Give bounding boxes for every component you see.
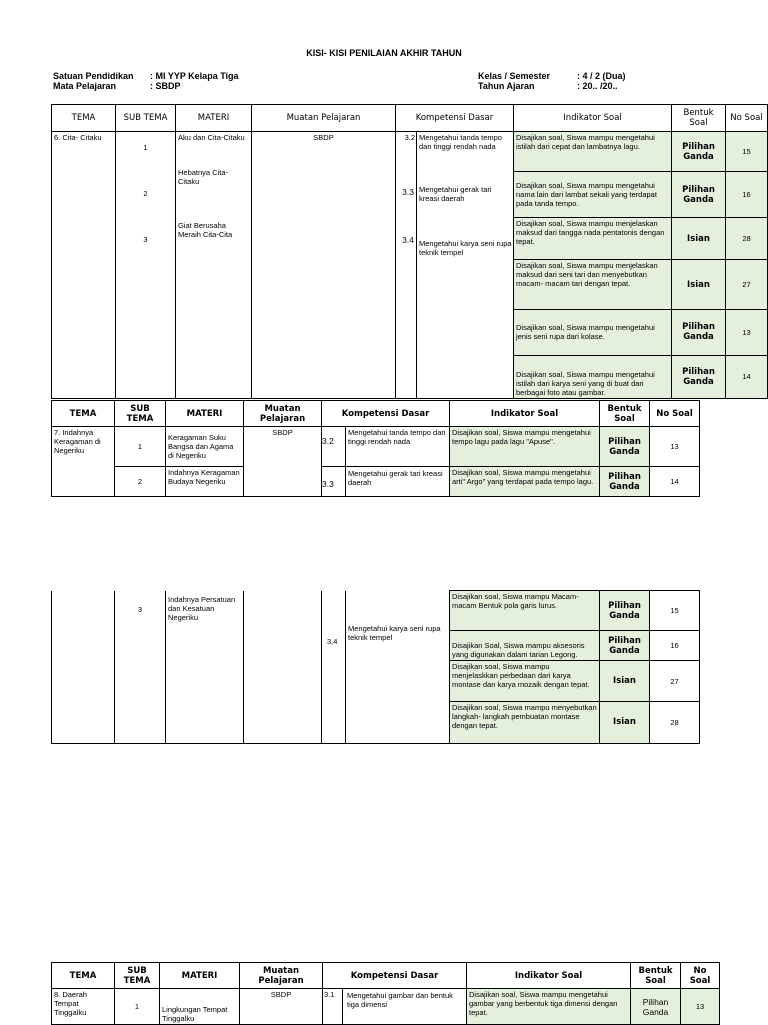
header-subtema: SUB TEMA <box>116 105 176 132</box>
header-kd: Kompetensi Dasar <box>322 401 450 427</box>
header-no: No Soal <box>650 401 700 427</box>
subtema-number: 3 <box>115 591 166 744</box>
header-kd: Kompetensi Dasar <box>396 105 514 132</box>
bentuk-cell: Pilihan Ganda <box>672 355 726 398</box>
no-cell: 28 <box>726 218 768 260</box>
tahun-value: : 20.. /20.. <box>577 81 618 91</box>
header-subtema: SUB TEMA <box>115 401 166 427</box>
mapel-label: Mata Pelajaran <box>53 81 117 91</box>
header-materi: MATERI <box>166 401 244 427</box>
satuan-value: : MI YYP Kelapa Tiga <box>150 71 239 81</box>
header-tema: TEMA <box>52 963 115 989</box>
indikator-cell: Disajikan soal, Siswa mampu Macam-macam Bentuk pola garis lurus. <box>450 591 600 631</box>
kisi-table-tema-8 <box>51 962 720 1025</box>
muatan-cell: SBDP <box>244 427 322 497</box>
header-no: No Soal <box>726 105 768 132</box>
header-indikator: Indikator Soal <box>467 963 631 989</box>
materi-text: Lingkungan Tempat Tinggalku <box>160 989 240 1025</box>
kd-code: 3.2 <box>322 436 334 446</box>
tema-cell <box>52 591 115 744</box>
bentuk-cell: Pilihan Ganda <box>600 467 650 497</box>
materi-text: Aku dan Cita-Citaku <box>178 133 245 142</box>
indikator-cell: Disajikan soal, Siswa mampu menjelaskan maksud dari seni tari dan menyebutkan macam- macam tari dengan tepat. <box>514 260 672 309</box>
bentuk-cell: Pilihan Ganda <box>631 989 681 1025</box>
header-bentuk: Bentuk Soal <box>631 963 681 989</box>
kd-cell <box>322 591 450 744</box>
header-subtema: SUB TEMA <box>115 963 160 989</box>
muatan-cell: SBDP <box>252 132 396 399</box>
kd-text: Mengetahui karya seni rupa teknik tempel <box>348 623 441 642</box>
satuan-label: Satuan Pendidikan <box>53 71 134 81</box>
no-cell: 13 <box>726 309 768 355</box>
no-cell: 28 <box>650 702 700 743</box>
muatan-cell <box>244 591 322 744</box>
indikator-cell: Disajikan soal, Siswa mampu mengetahui tempo lagu pada lagu "Apuse". <box>450 427 600 467</box>
subtema-number: 2 <box>143 189 148 198</box>
header-tema: TEMA <box>52 401 115 427</box>
bentuk-cell: Pilihan Ganda <box>672 132 726 172</box>
kd-code: 3.4 <box>402 235 414 245</box>
bentuk-cell: Isian <box>672 260 726 309</box>
tema-cell: 8. Daerah Tempat Tinggalku <box>52 989 115 1025</box>
no-cell: 27 <box>650 661 700 702</box>
header-bentuk: Bentuk Soal <box>600 401 650 427</box>
kd-text: Mengetahui karya seni rupa teknik tempel <box>419 239 512 257</box>
no-cell: 15 <box>650 591 700 631</box>
kd-cell <box>322 427 450 467</box>
indikator-cell: Disajikan soal, Siswa mampu mengetahui gambar yang berbentuk tiga dimensi dengan tepat. <box>467 989 631 1025</box>
bentuk-cell: Isian <box>600 702 650 743</box>
subtema-number: 1 <box>143 143 148 152</box>
kd-code: 3.1 <box>324 990 335 999</box>
no-cell: 16 <box>726 172 768 218</box>
kd-code: 3.3 <box>402 187 414 197</box>
no-cell: 13 <box>650 427 700 467</box>
subtema-number: 2 <box>115 467 166 497</box>
materi-text: Hebatnya Cita-Citaku <box>178 168 229 186</box>
kd-code: 3.3 <box>322 479 334 489</box>
kd-cell <box>396 132 514 399</box>
bentuk-cell: Pilihan Ganda <box>600 427 650 467</box>
indikator-cell: Disajikan soal, Siswa mampu mengetahui istilah dari cepat dan lambatnya lagu. <box>514 132 672 172</box>
header-no: No Soal <box>681 963 720 989</box>
no-cell: 27 <box>726 260 768 309</box>
header-bentuk: Bentuk Soal <box>672 105 726 132</box>
kd-text: Mengetahui gambar dan bentuk tiga dimensi <box>347 991 453 1009</box>
mapel-value: : SBDP <box>150 81 181 91</box>
bentuk-cell: Pilihan Ganda <box>600 591 650 631</box>
header-muatan: Muatan Pelajaran <box>252 105 396 132</box>
materi-text: Indahnya Persatuan dan Kesatuan Negeriku <box>166 591 244 744</box>
kd-text: Mengetahui gerak tari kreasi daerah <box>419 185 492 203</box>
subtema-number: 1 <box>115 989 160 1025</box>
indikator-cell: Disajikan soal, Siswa mampu mengetahui jenis seni rupa dari kolase. <box>514 309 672 355</box>
materi-cell <box>176 132 252 399</box>
header-indikator: Indikator Soal <box>450 401 600 427</box>
indikator-cell: Disajikan soal, Siswa mampu menjelaskan maksud dari tangga nada pentatonis dengan tepat. <box>514 218 672 260</box>
kd-code: 3,4 <box>327 636 338 646</box>
subtema-number: 1 <box>115 427 166 467</box>
kelas-value: : 4 / 2 (Dua) <box>577 71 626 81</box>
indikator-cell: Disajikan Soal, Siswa mampu aksesoris yang digunakan dalam tarian Legong. <box>450 631 600 661</box>
kisi-table-tema-7 <box>51 400 700 497</box>
kd-code: 3.2 <box>404 133 415 142</box>
bentuk-cell: Isian <box>600 661 650 702</box>
kd-cell <box>323 989 467 1025</box>
subtema-number: 3 <box>143 235 148 244</box>
kd-text: Mengetahui tanda tempo dan tinggi rendah nada <box>348 428 446 446</box>
kd-cell <box>322 467 450 497</box>
tema-cell: 6. Cita- Citaku <box>52 132 116 399</box>
bentuk-cell: Pilihan Ganda <box>672 309 726 355</box>
header-muatan: Muatan Pelajaran <box>240 963 323 989</box>
indikator-cell: Disajikan soal, Siswa mampu menjelaskkan perbedaan dari karya montase dan karya mozaik dengan tepat. <box>450 661 600 702</box>
muatan-cell: SBDP <box>240 989 323 1025</box>
bentuk-cell: Isian <box>672 218 726 260</box>
no-cell: 13 <box>681 989 720 1025</box>
page-title: KISI- KISI PENILAIAN AKHIR TAHUN <box>306 48 462 58</box>
indikator-cell: Disajikan soal, Siswa mampu menyebutkan langkah- langkah pembuatan montase dengan tepat. <box>450 702 600 743</box>
kd-text: Mengetahui gerak tari kreasi daerah <box>348 469 443 487</box>
no-cell: 14 <box>726 355 768 398</box>
kisi-table-tema-7-continued <box>51 590 700 744</box>
tahun-label: Tahun Ajaran <box>478 81 535 91</box>
bentuk-cell: Pilihan Ganda <box>600 631 650 661</box>
kd-text: Mengetahui tanda tempo dan tinggi rendah nada <box>419 133 502 151</box>
materi-text: Keragaman Suku Bangsa dan Agama di Negeriku <box>166 427 244 467</box>
materi-text: Indahnya Keragaman Budaya Negeriku <box>166 467 244 497</box>
bentuk-cell: Pilihan Ganda <box>672 172 726 218</box>
no-cell: 15 <box>726 132 768 172</box>
header-indikator: Indikator Soal <box>514 105 672 132</box>
subtema-cell <box>116 132 176 399</box>
indikator-cell: Disajikan soal, Siswa mampu mengetahui istilah dari karya seni yang di buat dari berbagai foto atau gambar. <box>514 355 672 398</box>
header-muatan: Muatan Pelajaran <box>244 401 322 427</box>
kisi-table-tema-6 <box>51 104 768 399</box>
header-materi: MATERI <box>160 963 240 989</box>
header-tema: TEMA <box>52 105 116 132</box>
kelas-label: Kelas / Semester <box>478 71 551 81</box>
materi-text: Giat Berusaha Meraih Cita-Cita <box>178 221 233 239</box>
header-materi: MATERI <box>176 105 252 132</box>
no-cell: 16 <box>650 631 700 661</box>
header-kd: Kompetensi Dasar <box>323 963 467 989</box>
no-cell: 14 <box>650 467 700 497</box>
tema-cell: 7. Indahnya Keragaman di Negeriku <box>52 427 115 497</box>
indikator-cell: Disajikan soal, Siswa mampu mengetahui arti" Argo" yang terdapat pada tempo lagu. <box>450 467 600 497</box>
indikator-cell: Disajikan soal, Siswa mampu mengetahui nama lain dari lambat sekali yang terdapat pada tanda tempo. <box>514 172 672 218</box>
